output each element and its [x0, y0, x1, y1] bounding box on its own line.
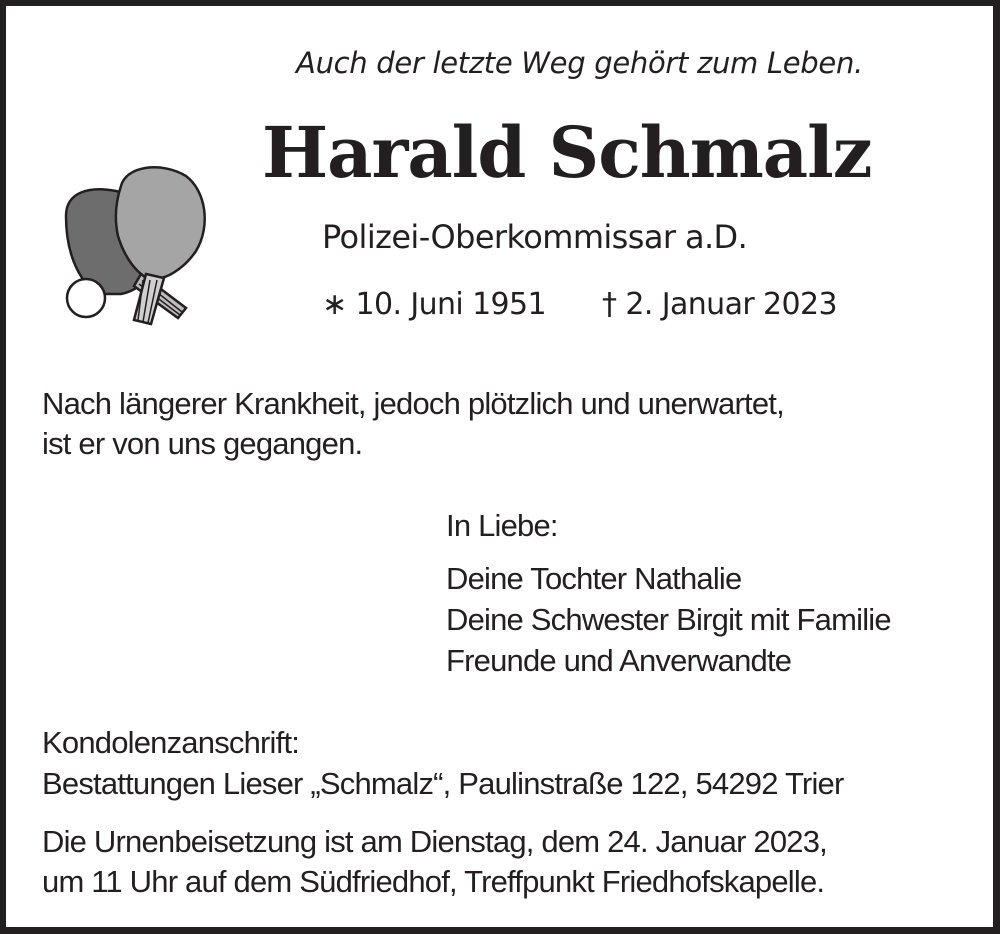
condolence-label: Kondolenzanschrift: [42, 725, 300, 760]
death-date: † 2. Januar 2023 [602, 287, 837, 322]
birth-date: ∗ 10. Juni 1951 [322, 287, 547, 322]
mourner-name: Deine Schwester Birgit mit Familie [446, 602, 891, 637]
funeral-line-2: um 11 Uhr auf dem Südfriedhof, Treffpunkt Friedhofskapelle. [42, 864, 825, 899]
funeral-line-1: Die Urnenbeisetzung ist am Dienstag, dem 24. Januar 2023, [42, 824, 827, 859]
condolence-address: Bestattungen Lieser „Schmalz“, Paulinstraße 122, 54292 Trier [42, 766, 844, 801]
mourner-name: Deine Tochter Nathalie [446, 561, 742, 596]
message-line-2: ist er von uns gegangen. [42, 426, 363, 461]
obituary-card [6, 6, 993, 927]
mourner-name: Freunde und Anverwandte [446, 643, 792, 678]
deceased-name: Harald Schmalz [262, 111, 872, 194]
table-tennis-paddles-icon [46, 156, 216, 326]
message-line-1: Nach längerer Krankheit, jedoch plötzlich und unerwartet, [42, 386, 784, 421]
deceased-title: Polizei-Oberkommissar a.D. [322, 218, 748, 256]
motto: Auch der letzte Weg gehört zum Leben. [296, 46, 863, 80]
life-dates [322, 287, 837, 322]
mourners-heading: In Liebe: [446, 508, 558, 543]
